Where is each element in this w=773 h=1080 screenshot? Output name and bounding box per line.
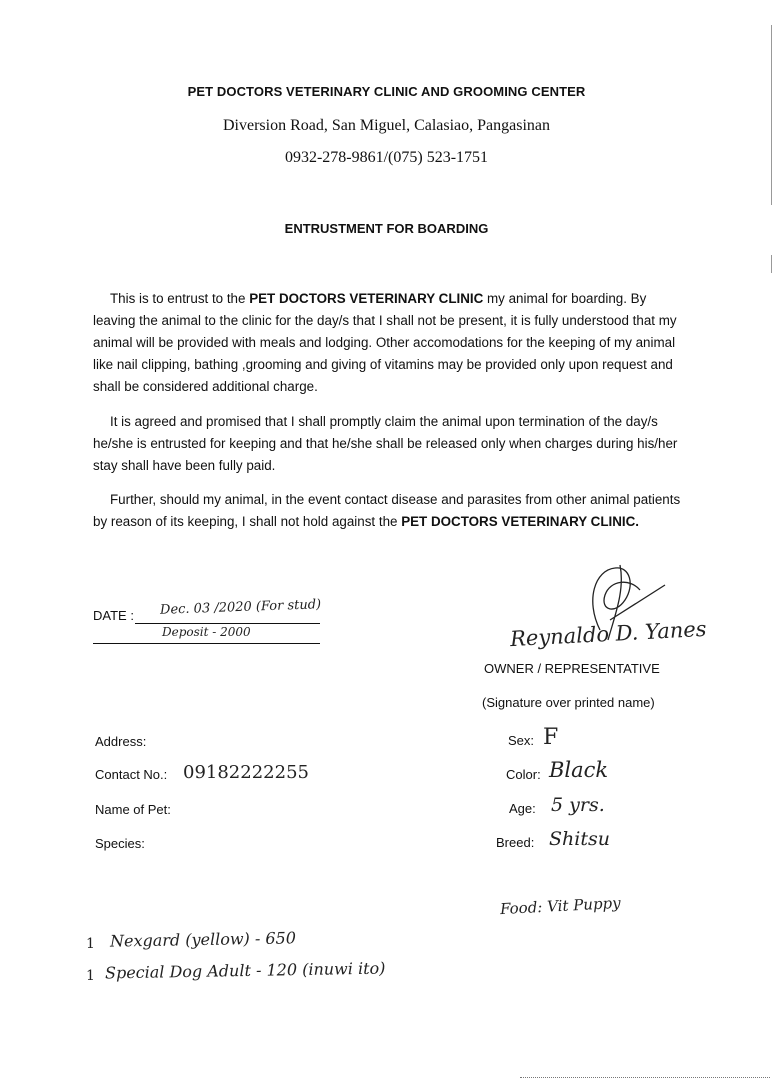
clinic-name-bold: PET DOCTORS VETERINARY CLINIC. <box>401 514 640 529</box>
paragraph-text: This is to entrust to the <box>110 291 250 306</box>
breed-label: Breed: <box>496 835 535 850</box>
color-label: Color: <box>506 767 541 782</box>
food-note: Food: Vit Puppy <box>499 893 622 919</box>
scan-bottom-line <box>520 1077 770 1078</box>
paragraph-entrust <box>93 288 683 398</box>
clinic-phone: 0932-278-9861/(075) 523-1751 <box>284 149 489 166</box>
scan-edge-mark <box>771 255 772 273</box>
sex-value: F <box>543 725 559 750</box>
item-text: Special Dog Adult - 120 (inuwi ito) <box>104 958 386 983</box>
paragraph-text: It is agreed and promised that I shall promptly claim the animal upon termination of the day/s he/she is entrusted for keeping and that he/she shall be released only when charges during his/her stay shall have been fully paid. <box>93 414 678 473</box>
owner-representative-label: OWNER / REPRESENTATIVE <box>484 661 660 676</box>
breed-value: Shitsu <box>549 828 610 850</box>
date-label: DATE : <box>93 608 134 623</box>
paragraph-agreement <box>93 411 683 477</box>
item-qty: 1 <box>86 936 95 952</box>
pet-name-label: Name of Pet: <box>95 802 171 817</box>
color-value: Black <box>549 758 609 782</box>
contact-label: Contact No.: <box>95 767 168 782</box>
age-value: 5 yrs. <box>551 794 605 816</box>
date-underline <box>135 623 320 624</box>
paragraph-text: Further, should my animal, in the event contact disease and parasites from other animal patients by reason of its keeping, I shall not hold against the <box>93 492 681 529</box>
signature-name: Reynaldo D. Yanes <box>509 616 708 652</box>
date-underline-2 <box>93 643 320 644</box>
clinic-address: Diversion Road, San Miguel, Calasiao, Pangasinan <box>222 117 551 134</box>
paragraph-text: my animal for boarding. By leaving the animal to the clinic for the day/s that I shall not be present, it is fully understood that my animal will be provided with meals and lodging. Other accomodations for the keeping of my animal like nail clipping, bathing ,grooming and giving of vitamins may be provided only upon request and shall be considered additional charge. <box>93 291 677 394</box>
species-label: Species: <box>95 836 145 851</box>
signature-caption: (Signature over printed name) <box>482 695 655 710</box>
deposit-value: Deposit - 2000 <box>162 625 251 639</box>
date-value: Dec. 03 /2020 (For stud) <box>159 597 322 618</box>
age-label: Age: <box>509 801 536 816</box>
paragraph-liability <box>93 489 683 533</box>
sex-label: Sex: <box>508 733 535 748</box>
scan-edge-mark <box>771 25 772 205</box>
document-title: ENTRUSTMENT FOR BOARDING <box>284 221 489 236</box>
clinic-name-bold: PET DOCTORS VETERINARY CLINIC <box>249 291 484 306</box>
item-qty: 1 <box>86 968 95 984</box>
contact-value: 09182222255 <box>183 762 309 783</box>
item-text: Nexgard (yellow) - 650 <box>109 928 297 951</box>
clinic-name: PET DOCTORS VETERINARY CLINIC AND GROOMING CENTER <box>187 84 586 99</box>
address-label: Address: <box>95 734 147 749</box>
